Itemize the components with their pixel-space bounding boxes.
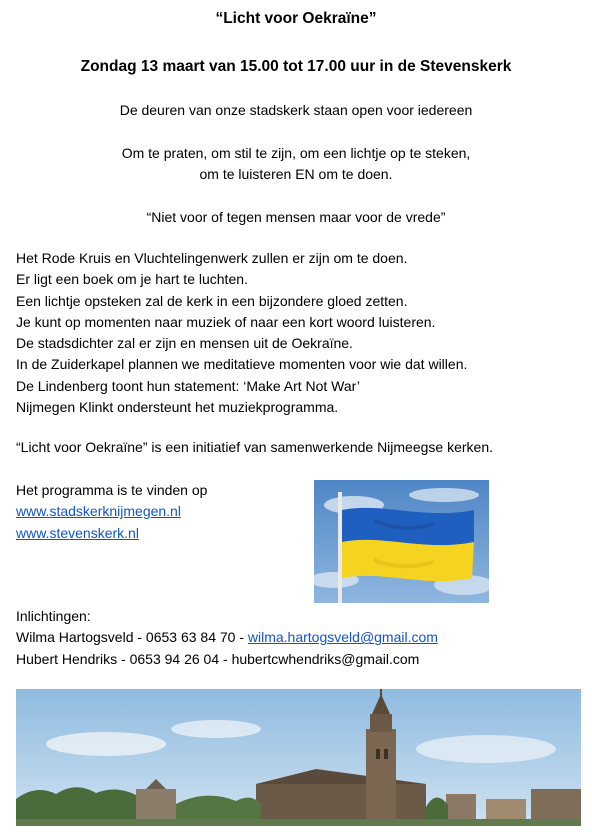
purpose-line-1: Om te praten, om stil te zijn, om een lichtje op te steken, — [121, 145, 471, 161]
flyer-title: “Licht voor Oekraïne” — [215, 10, 377, 27]
initiative-text: “Licht voor Oekraïne” is een initiatief van samenwerkende Nijmeegse kerken. — [16, 439, 494, 455]
detail-line: Je kunt op momenten naar muziek of naar een kort woord luisteren. — [16, 313, 436, 330]
detail-line: Een lichtje opsteken zal de kerk in een bijzondere gloed zetten. — [16, 292, 408, 309]
info-label: Inlichtingen: — [16, 608, 91, 624]
program-section — [16, 480, 207, 544]
wilma-email-link[interactable]: wilma.hartogsveld@gmail.com — [247, 629, 438, 646]
detail-line: Nijmegen Klinkt ondersteunt het muziekprogramma. — [16, 399, 339, 416]
contact-section — [16, 606, 438, 670]
details-list — [16, 248, 467, 418]
ukraine-flag-image — [314, 480, 489, 603]
contact-wilma — [16, 627, 438, 648]
peace-quote: “Niet voor of tegen mensen maar voor de vrede” — [146, 209, 446, 225]
stevenskerk-skyline-image — [16, 689, 581, 826]
event-date-heading: Zondag 13 maart van 15.00 tot 17.00 uur in de Stevenskerk — [80, 58, 512, 75]
detail-line: De stadsdichter zal er zijn en mensen uit de Oekraïne. — [16, 335, 353, 352]
purpose-line-2: om te luisteren EN om te doen. — [199, 166, 393, 182]
detail-line: In de Zuiderkapel plannen we meditatieve momenten voor wie dat willen. — [16, 356, 468, 373]
detail-line: De Lindenberg toont hun statement: ‘Make Art Not War’ — [16, 377, 360, 394]
stevenskerk-link[interactable]: www.stevenskerk.nl — [16, 524, 139, 541]
program-label: Het programma is te vinden op — [16, 482, 208, 498]
intro-text: De deuren van onze stadskerk staan open voor iedereen — [119, 102, 473, 118]
detail-line: Er ligt een boek om je hart te luchten. — [16, 271, 248, 288]
contact-hubert: Hubert Hendriks - 0653 94 26 04 - hubertcwhendriks@gmail.com — [16, 650, 420, 667]
stadskerk-link[interactable]: www.stadskerknijmegen.nl — [16, 503, 181, 520]
detail-line: Het Rode Kruis en Vluchtelingenwerk zullen er zijn om te doen. — [16, 250, 408, 266]
contact-wilma-text: Wilma Hartogsveld - 0653 63 84 70 - — [16, 629, 248, 646]
